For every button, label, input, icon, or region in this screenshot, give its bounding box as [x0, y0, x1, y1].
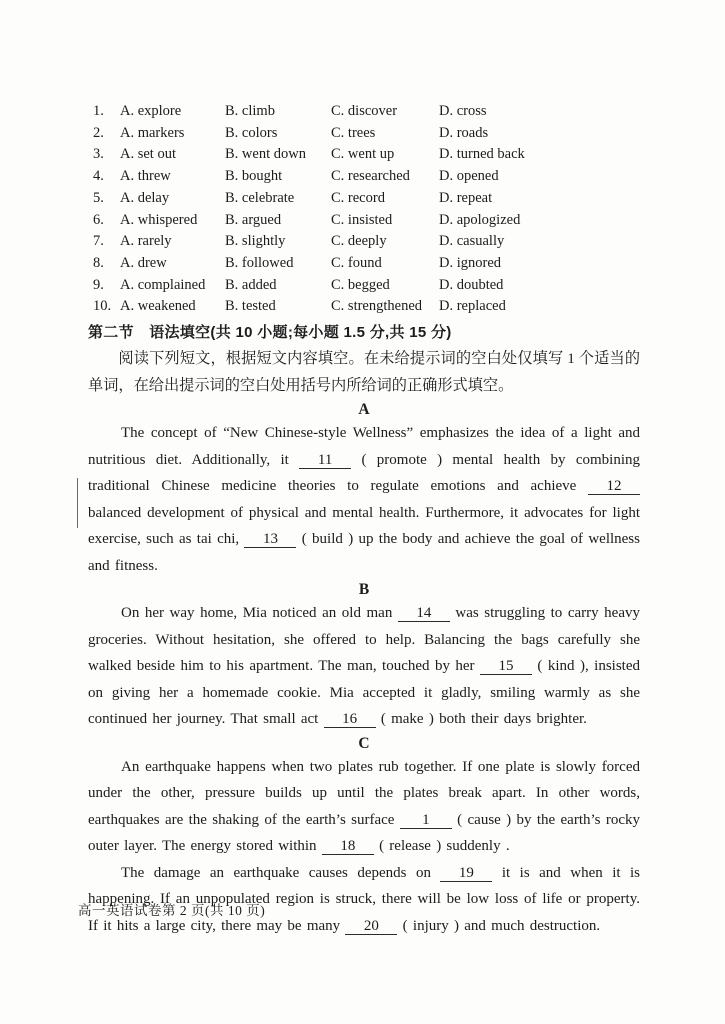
passage-A — [88, 402, 640, 579]
fill-blank-14: 14 — [398, 606, 450, 622]
passage-paragraph: The damage an earthquake causes depends on 19 it is and when it is happening. If an unpopulated region is struck, there will be low loss of life or property. If it hits a large city, there may be many 20 ( injury ) and much destruction. — [88, 864, 640, 934]
option-c: C. deeply — [331, 233, 387, 250]
page-footer: 高一英语试卷第 2 页(共 10 页) — [78, 903, 266, 918]
option-c: C. record — [331, 189, 385, 206]
question-number: 4. — [93, 168, 104, 185]
option-c: C. went up — [331, 146, 395, 163]
passage-label-B: B — [358, 581, 370, 599]
option-b: B. climb — [225, 103, 275, 119]
option-c: C. strengthened — [331, 298, 423, 315]
option-c: C. trees — [331, 124, 376, 141]
question-row — [93, 210, 640, 232]
question-row — [93, 101, 640, 123]
option-d: D. apologized — [439, 211, 521, 228]
question-number: 1. — [93, 103, 104, 119]
option-a: A. weakened — [120, 298, 196, 315]
fill-blank-15: 15 — [480, 659, 532, 675]
option-d: D. casually — [439, 233, 505, 250]
option-b: B. colors — [225, 124, 278, 141]
question-row — [93, 231, 640, 253]
page-content — [88, 101, 640, 939]
passage-label-A: A — [358, 401, 370, 419]
section-instructions: 阅读下列短文，根据短文内容填空。在未给提示词的空白处仅填写 1 个适当的单词，在给出提示词的空白处用括号内所给词的正确形式填空。 — [88, 350, 640, 395]
passage-paragraph: On her way home, Mia noticed an old man 14 was struggling to carry heavy groceries. Without hesitation, she offered to help. Balancing the bags carefully she walked beside him to his apartment. The man, touched by her 15 ( kind ), insisted on giving her a homemade cookie. Mia accepted it gladly, smiling warmly as she continued her journey. That small act 16 ( make ) both their days brighter. — [88, 605, 641, 728]
fill-blank-18: 18 — [322, 839, 374, 855]
option-c: C. researched — [331, 168, 410, 185]
option-d: D. roads — [439, 124, 489, 141]
fill-blank-13: 13 — [244, 532, 296, 548]
passage-label-C: C — [358, 734, 370, 752]
option-a: A. whispered — [120, 211, 198, 228]
option-a: A. set out — [120, 146, 176, 163]
option-b: B. tested — [225, 298, 276, 315]
option-a: A. explore — [120, 103, 182, 119]
option-c: C. insisted — [331, 211, 393, 228]
option-a: A. complained — [120, 276, 206, 293]
question-row — [93, 166, 640, 188]
option-d: D. turned back — [439, 146, 525, 163]
fill-blank-12: 12 — [588, 479, 640, 495]
option-c: C. discover — [331, 103, 398, 119]
option-c: C. begged — [331, 276, 390, 293]
option-b: B. went down — [225, 146, 306, 163]
question-row — [93, 253, 640, 275]
option-d: D. replaced — [439, 298, 506, 315]
option-b: B. slightly — [225, 233, 286, 250]
passage-paragraph: An earthquake happens when two plates rub together. If one plate is slowly forced under the other, pressure builds up until the plates break apart. In other words, earthquakes are the shaking of the earth’s surface 1 ( cause ) by the earth’s rocky outer layer. The energy stored within 18 ( release ) suddenly . — [88, 758, 640, 855]
option-a: A. drew — [120, 254, 167, 271]
option-b: B. bought — [225, 168, 283, 185]
question-row — [93, 123, 640, 145]
fill-blank-17: 1 — [400, 813, 452, 829]
option-b: B. followed — [225, 254, 294, 271]
option-b: B. argued — [225, 211, 282, 228]
question-number: 7. — [93, 233, 104, 250]
fill-blank-20: 20 — [345, 919, 397, 935]
question-row — [93, 188, 640, 210]
scan-margin-mark — [77, 478, 78, 528]
multiple-choice-list — [93, 101, 640, 318]
option-d: D. ignored — [439, 254, 502, 271]
passage-B — [88, 582, 640, 733]
question-row — [93, 275, 640, 297]
option-d: D. cross — [439, 103, 487, 119]
option-b: B. added — [225, 276, 277, 293]
fill-blank-16: 16 — [324, 712, 376, 728]
option-b: B. celebrate — [225, 189, 295, 206]
question-row — [93, 296, 640, 318]
option-d: D. repeat — [439, 189, 493, 206]
question-number: 10. — [93, 298, 112, 315]
option-c: C. found — [331, 254, 382, 271]
passage-paragraph: The concept of “New Chinese-style Wellness” emphasizes the idea of a light and nutritious diet. Additionally, it 11 ( promote ) mental health by combining traditional Chinese medicine theories to regulate emotions and achieve 12 balanced development of physical and mental health. Furthermore, it advocates for light exercise, such as tai chi, 13 ( build ) up the body and achieve the goal of wellness and fitness. — [88, 425, 640, 574]
question-number: 8. — [93, 254, 104, 271]
section-title: 第二节 语法填空(共 10 小题;每小题 1.5 分,共 15 分) — [88, 324, 452, 342]
option-a: A. rarely — [120, 233, 172, 250]
fill-blank-19: 19 — [440, 866, 492, 882]
option-a: A. threw — [120, 168, 171, 185]
option-a: A. delay — [120, 189, 170, 206]
passages-container — [88, 402, 640, 939]
option-a: A. markers — [120, 124, 185, 141]
question-number: 5. — [93, 189, 104, 206]
question-number: 6. — [93, 211, 104, 228]
question-row — [93, 144, 640, 166]
question-number: 3. — [93, 146, 104, 163]
question-number: 9. — [93, 276, 104, 293]
option-d: D. doubted — [439, 276, 504, 293]
option-d: D. opened — [439, 168, 499, 185]
question-number: 2. — [93, 124, 104, 141]
fill-blank-11: 11 — [299, 453, 351, 469]
